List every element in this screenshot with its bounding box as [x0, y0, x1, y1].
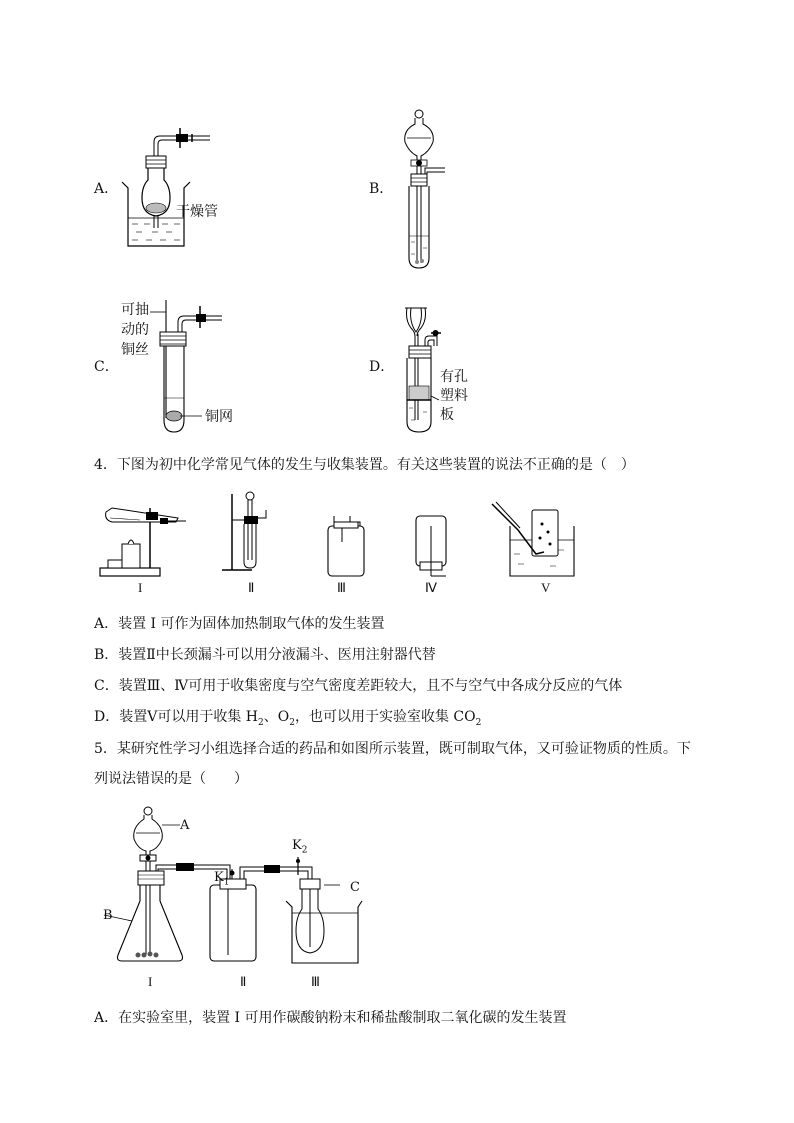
q5-choice-a: A．在实验室里，装置 I 可用作碳酸钠粉末和稀盐酸制取二氧化碳的发生装置 [94, 1010, 567, 1026]
q4-stem: 4．下图为初中化学常见气体的发生与收集装置。有关这些装置的说法不正确的是（ ） [94, 457, 635, 473]
option-a-letter: A． [94, 181, 119, 197]
option-c-label-wire: 铜丝 [121, 342, 149, 358]
option-d-letter: D． [369, 359, 395, 375]
q4-apparatus-v [488, 500, 578, 580]
q4-apparatus-iv [410, 512, 450, 578]
option-d-label-perforated: 有孔 [440, 369, 468, 385]
q5-label-iii: Ⅲ [311, 974, 320, 989]
q5-label-ii: Ⅱ [240, 974, 247, 989]
option-c-label-copper: 动的 [121, 322, 149, 338]
q4-apparatus-ii [222, 490, 272, 580]
q4-choice-d: D．装置Ⅴ可以用于收集 $H_2$、$O_2$，也可以用于实验室收集 $CO_2$ [94, 709, 482, 728]
q4-choice-c: C．装置Ⅲ、Ⅳ可用于收集密度与空气密度差距较大，且不与空气中各成分反应的气体 [94, 678, 623, 694]
q5-label-b: B [103, 908, 113, 923]
q5-label-k2: $K_2$ [292, 838, 308, 856]
q5-stem-line2: 列说法错误的是（ ） [94, 771, 248, 787]
separating-funnel-test-tube-apparatus [395, 108, 455, 273]
q4-label-v: V [541, 580, 551, 595]
q4-label-i: I [138, 580, 143, 595]
option-c-label-movable: 可抽 [121, 302, 149, 318]
option-c-letter: C． [94, 359, 119, 375]
q5-label-c: C [350, 880, 360, 895]
option-d-label-plate: 板 [440, 407, 454, 423]
option-c-label-copper-mesh: 铜网 [205, 409, 233, 425]
q4-label-iii: Ⅲ [337, 580, 346, 595]
q4-choice-a: A．装置 I 可作为固体加热制取气体的发生装置 [94, 616, 385, 632]
q4-apparatus-i [100, 500, 190, 580]
q5-label-i: I [148, 974, 153, 989]
q5-label-k1: $K_1$ [214, 870, 230, 888]
q5-apparatus-figure [100, 805, 380, 975]
option-a-label-drying-tube: 干燥管 [176, 204, 218, 220]
q4-label-ii: Ⅱ [248, 580, 255, 595]
q4-choice-b: B．装置Ⅱ中长颈漏斗可以用分液漏斗、医用注射器代替 [94, 647, 436, 663]
drying-tube-apparatus [118, 122, 228, 252]
q5-label-a: A [180, 818, 190, 833]
q4-label-iv: Ⅳ [425, 580, 437, 595]
q5-stem-line1: 5．某研究性学习小组选择合适的药品和如图所示装置，既可制取气体，又可验证物质的性质。下 [94, 741, 691, 757]
option-d-label-plastic: 塑料 [440, 388, 468, 404]
option-b-letter: B． [369, 181, 394, 197]
q4-apparatus-iii [320, 512, 370, 578]
